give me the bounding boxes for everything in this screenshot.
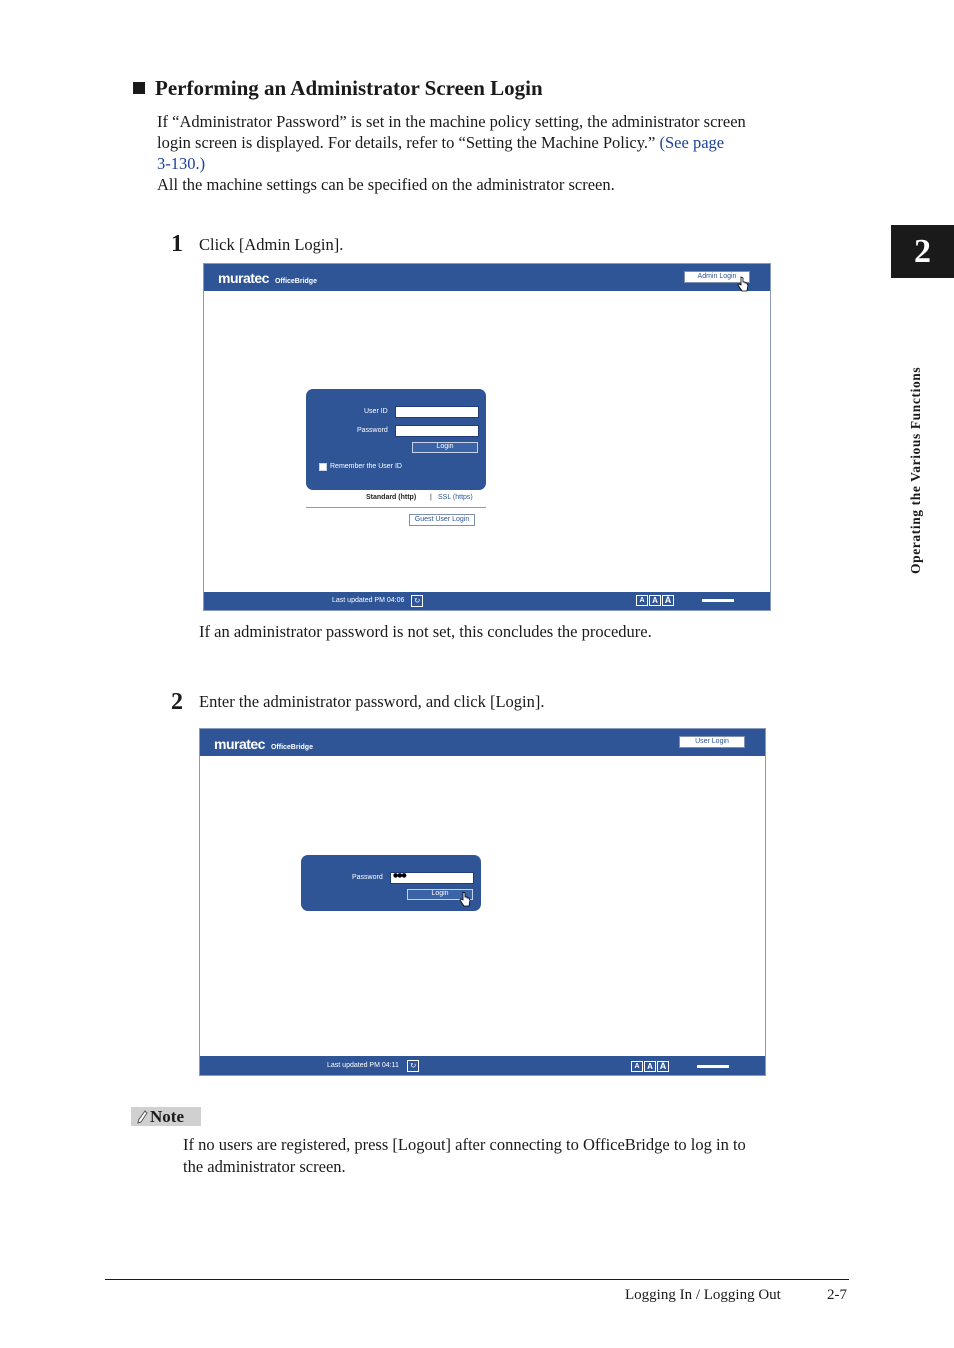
font-large-button[interactable]: A bbox=[662, 595, 674, 606]
page-ref-link[interactable]: 3-130.) bbox=[157, 154, 206, 173]
intro-paragraph bbox=[157, 111, 857, 195]
font-small-button[interactable]: A bbox=[636, 595, 648, 606]
password-input[interactable]: ●●● bbox=[390, 872, 474, 884]
login-panel bbox=[306, 389, 486, 490]
footer-section-title: Logging In / Logging Out bbox=[625, 1287, 781, 1303]
muratec-logo: muratec OfficeBridge bbox=[218, 270, 317, 286]
protocol-separator: | bbox=[430, 494, 432, 501]
intro-line-4: All the machine settings can be specified on the administrator screen. bbox=[157, 175, 615, 194]
refresh-icon[interactable]: ↻ bbox=[407, 1060, 419, 1072]
font-small-button[interactable]: A bbox=[631, 1061, 643, 1072]
step-1-text: Click [Admin Login]. bbox=[199, 235, 344, 254]
chapter-side-label: Operating the Various Functions bbox=[908, 366, 923, 574]
divider bbox=[306, 507, 486, 508]
password-label: Password bbox=[352, 874, 383, 881]
remember-label: Remember the User ID bbox=[330, 463, 402, 470]
screenshot-admin-login bbox=[203, 263, 771, 611]
intro-line-2: login screen is displayed. For details, refer to “Setting the Machine Policy.” (See page bbox=[157, 133, 725, 152]
password-input[interactable] bbox=[395, 425, 479, 437]
remember-checkbox[interactable] bbox=[319, 463, 327, 471]
pencil-icon bbox=[137, 1110, 148, 1124]
footer-rule bbox=[105, 1279, 849, 1280]
muratec-logo: muratec OfficeBridge bbox=[214, 736, 313, 752]
step-1-number: 1 bbox=[171, 231, 183, 257]
password-panel bbox=[301, 855, 481, 911]
hand-cursor-icon bbox=[737, 276, 749, 292]
refresh-icon[interactable]: ↻ bbox=[411, 595, 423, 607]
password-label: Password bbox=[357, 427, 388, 434]
screenshot-password-entry bbox=[199, 728, 766, 1076]
last-updated-text: Last updated PM 04:06 bbox=[332, 597, 405, 604]
user-id-input[interactable] bbox=[395, 406, 479, 418]
step-1-result: If an administrator password is not set, this concludes the procedure. bbox=[199, 622, 652, 641]
login-button[interactable]: Login bbox=[412, 442, 478, 453]
chapter-tab: 2 bbox=[891, 225, 954, 278]
step-2-number: 2 bbox=[171, 689, 183, 715]
footer-bar bbox=[204, 592, 770, 610]
guest-user-login-button[interactable]: Guest User Login bbox=[409, 514, 475, 526]
user-login-button[interactable]: User Login bbox=[679, 736, 745, 748]
see-page-link[interactable]: (See page bbox=[659, 133, 725, 152]
last-updated-text: Last updated PM 04:11 bbox=[327, 1062, 399, 1069]
section-heading: Performing an Administrator Screen Login bbox=[133, 76, 543, 101]
status-bar-indicator bbox=[702, 599, 734, 602]
standard-http-label[interactable]: Standard (http) bbox=[366, 494, 417, 501]
note-label: Note bbox=[131, 1107, 201, 1126]
status-bar-indicator bbox=[697, 1065, 729, 1068]
user-id-label: User ID bbox=[364, 408, 388, 415]
font-large-button[interactable]: A bbox=[657, 1061, 669, 1072]
note-text: If no users are registered, press [Logout] after connecting to OfficeBridge to log in to the administrator screen. bbox=[183, 1135, 746, 1176]
square-bullet-icon bbox=[133, 82, 145, 94]
font-medium-button[interactable]: A bbox=[644, 1061, 656, 1072]
ssl-https-link[interactable]: SSL (https) bbox=[438, 494, 473, 501]
font-medium-button[interactable]: A bbox=[649, 595, 661, 606]
login-button[interactable]: Login bbox=[407, 889, 473, 900]
page-number: 2-7 bbox=[827, 1287, 847, 1303]
step-2-text: Enter the administrator password, and click [Login]. bbox=[199, 692, 545, 711]
admin-login-button[interactable]: Admin Login bbox=[684, 271, 750, 283]
footer-bar bbox=[200, 1056, 765, 1075]
hand-cursor-icon bbox=[459, 891, 471, 907]
intro-line-1: If “Administrator Password” is set in the machine policy setting, the administrator screen bbox=[157, 112, 746, 131]
